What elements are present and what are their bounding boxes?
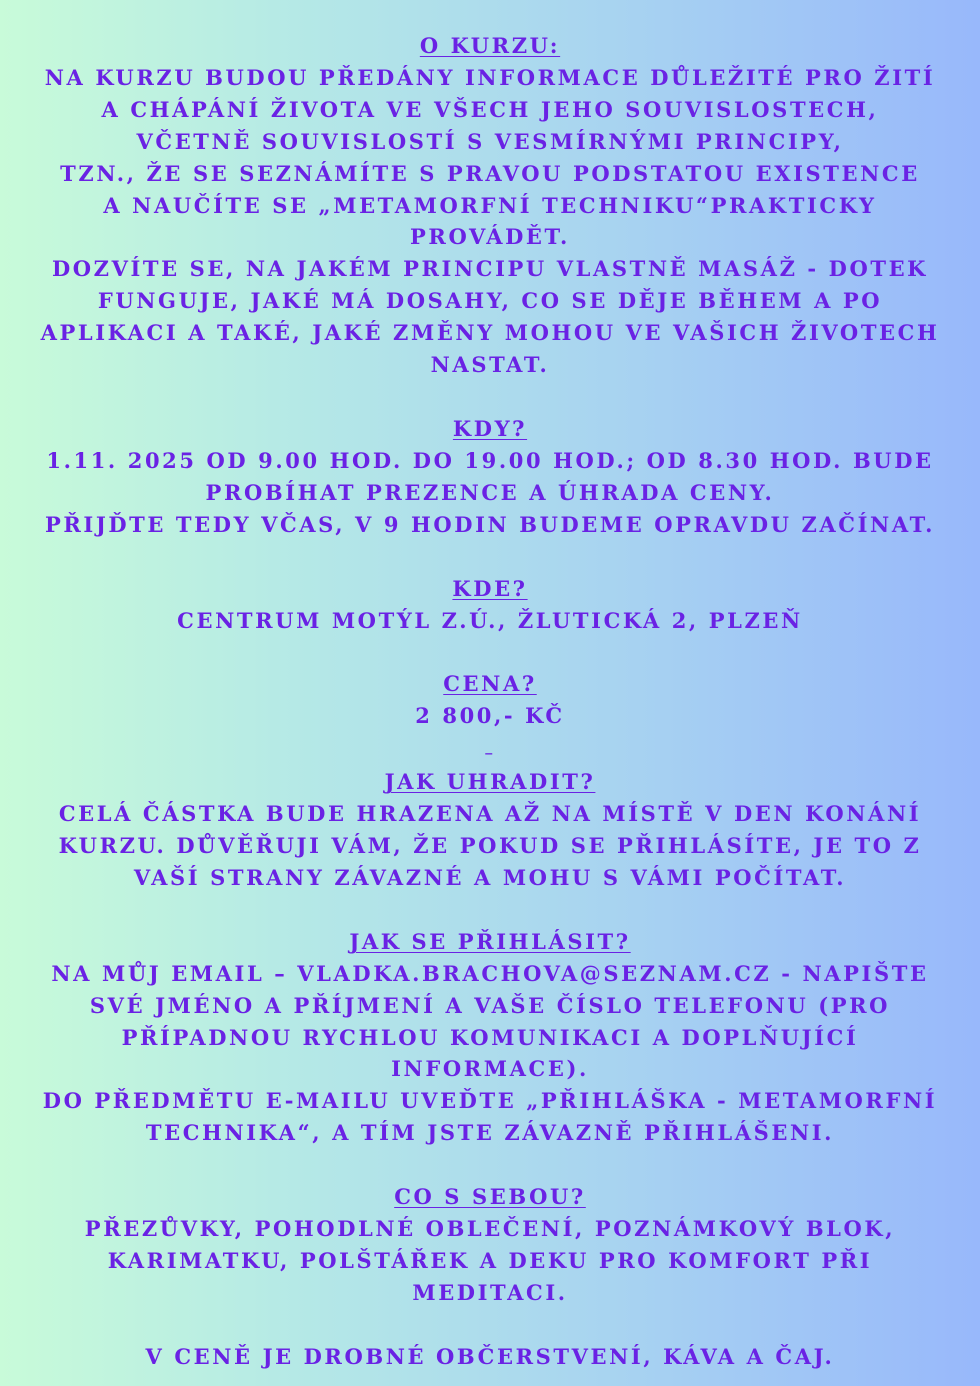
about-heading: O KURZU: — [419, 33, 561, 58]
signup-heading: JAK SE PŘIHLÁSIT? — [349, 928, 631, 954]
payment-heading: JAK UHRADIT? — [384, 769, 596, 795]
where-heading: KDE? — [452, 575, 528, 601]
about-line: VČETNĚ SOUVISLOSTÍ S VESMÍRNÝMI PRINCIPY, — [136, 128, 844, 154]
spacer — [0, 541, 980, 573]
spacer — [0, 1149, 980, 1181]
spacer — [0, 1309, 980, 1341]
spacer — [0, 894, 980, 926]
note-section — [0, 1341, 980, 1373]
about-line: NASTAT. — [430, 352, 550, 378]
bring-heading: CO S SEBOU? — [394, 1184, 586, 1210]
about-line: A CHÁPÁNÍ ŽIVOTA VE VŠECH JEHO SOUVISLOSTECH, — [101, 96, 879, 122]
price-section — [0, 668, 980, 766]
when-line: 1.11. 2025 OD 9.00 HOD. DO 19.00 HOD.; OD 8.30 HOD. BUDE — [46, 447, 934, 473]
signup-section — [0, 926, 980, 1149]
spacer — [0, 381, 980, 413]
about-line: PROVÁDĚT. — [410, 224, 570, 250]
payment-line: CELÁ ČÁSTKA BUDE HRAZENA AŽ NA MÍSTĚ V DEN KONÁNÍ — [58, 801, 922, 827]
note-line: V CENĚ JE DROBNÉ OBČERSTVENÍ, KÁVA A ČAJ. — [145, 1343, 835, 1369]
where-line: CENTRUM MOTÝL Z.Ú., ŽLUTICKÁ 2, PLZEŇ — [177, 607, 803, 633]
about-line: NA KURZU BUDOU PŘEDÁNY INFORMACE DŮLEŽITÉ PRO ŽITÍ — [44, 64, 936, 90]
signup-line: NA MŮJ EMAIL – VLADKA.BRACHOVA@SEZNAM.CZ - NAPIŠTE — [51, 960, 929, 986]
price-value: 2 800,- KČ — [415, 703, 565, 729]
signup-line: INFORMACE). — [391, 1056, 589, 1082]
about-line: TZN., ŽE SE SEZNÁMÍTE S PRAVOU PODSTATOU EXISTENCE — [60, 160, 920, 186]
about-line: FUNGUJE, JAKÉ MÁ DOSAHY, CO SE DĚJE BĚHEM A PO — [97, 288, 883, 314]
bring-line: PŘEZŮVKY, POHODLNÉ OBLEČENÍ, POZNÁMKOVÝ BLOK, — [84, 1216, 896, 1242]
about-line: DOZVÍTE SE, NA JAKÉM PRINCIPU VLASTNĚ MASÁŽ - DOTEK — [51, 256, 929, 282]
about-line: A NAUČÍTE SE „METAMORFNÍ TECHNIKU“PRAKTICKY — [103, 192, 877, 218]
when-heading: KDY? — [452, 415, 528, 441]
payment-line: KURZU. DŮVĚŘUJI VÁM, ŽE POKUD SE PŘIHLÁSÍTE, JE TO Z — [58, 833, 922, 859]
when-line: PROBÍHAT PREZENCE A ÚHRADA CENY. — [205, 479, 775, 505]
spacer — [0, 636, 980, 668]
bring-line: KARIMATKU, POLŠTÁŘEK A DEKU PRO KOMFORT PŘI — [107, 1248, 873, 1273]
payment-line: VAŠÍ STRANY ZÁVAZNÉ A MOHU S VÁMI POČÍTAT. — [133, 864, 847, 890]
price-heading: CENA? — [443, 671, 537, 697]
signup-line: DO PŘEDMĚTU E-MAILU UVEĎTE „PŘIHLÁŠKA - METAMORFNÍ — [42, 1088, 938, 1114]
where-section — [0, 573, 980, 637]
when-section — [0, 413, 980, 541]
bring-line: MEDITACI. — [412, 1279, 568, 1305]
about-section — [0, 30, 980, 381]
signup-line: SVÉ JMÉNO A PŘÍJMENÍ A VAŠE ČÍSLO TELEFONU (PRO — [89, 992, 891, 1018]
signup-line: PŘÍPADNOU RYCHLOU KOMUNIKACI A DOPLŇUJÍCÍ — [121, 1024, 859, 1050]
price-separator: _ — [485, 739, 495, 756]
bring-section — [0, 1181, 980, 1309]
about-line: APLIKACI A TAKÉ, JAKÉ ZMĚNY MOHOU VE VAŠICH ŽIVOTECH — [40, 320, 940, 346]
when-line: PŘIJĎTE TEDY VČAS, V 9 HODIN BUDEME OPRAVDU ZAČÍNAT. — [44, 511, 936, 537]
signup-line: TECHNIKA“, A TÍM JSTE ZÁVAZNĚ PŘIHLÁŠENI. — [145, 1120, 835, 1146]
payment-section — [0, 766, 980, 894]
